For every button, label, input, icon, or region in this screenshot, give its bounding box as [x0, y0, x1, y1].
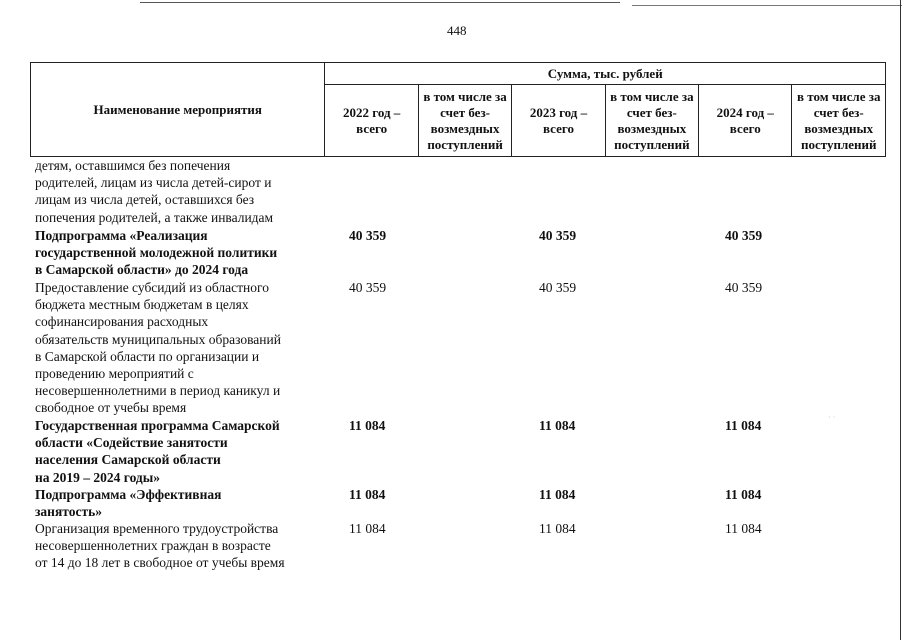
header-2022-total: 2022 год – всего	[325, 85, 418, 157]
value-2023: 11 084	[539, 418, 576, 433]
value-2024: 40 359	[725, 280, 763, 295]
row-name: Предоставление субсидий из областного бюджета местным бюджетам в целях софинансирования расходных обязательств муниципальных образований в Самарской области по организации и проведению мероприятий с несовершеннолетними в период каникул и свободное от учебы время	[35, 280, 281, 416]
value-2024: 11 084	[725, 487, 762, 502]
page-number: 448	[447, 23, 467, 38]
scan-top-line	[140, 2, 620, 3]
header-2022-grants: в том числе за счет без-возмездных поступлений	[418, 85, 511, 157]
header-sum-group: Сумма, тыс. рублей	[325, 63, 886, 85]
header-2024-grants: в том числе за счет без-возмездных поступлений	[792, 85, 886, 157]
scan-specks: · ·	[828, 413, 836, 422]
header-2024-total: 2024 год – всего	[699, 85, 792, 157]
value-2023: 11 084	[539, 521, 576, 536]
value-2024: 11 084	[725, 418, 762, 433]
value-2022: 40 359	[349, 280, 387, 295]
header-name-column: Наименование мероприятия	[31, 63, 325, 157]
value-2023: 11 084	[539, 487, 576, 502]
value-2023: 40 359	[539, 280, 577, 295]
row-name: детям, оставшимся без попечения родителей, лицам из числа детей-сирот и лицам из числа детей, оставшихся без попечения родителей, а также инвалидам	[35, 158, 274, 225]
row-name: Подпрограмма «Реализация государственной молодежной политики в Самарской области» до 2024 года	[35, 228, 278, 278]
value-2022: 40 359	[349, 228, 387, 243]
value-2023: 40 359	[539, 228, 577, 243]
value-2022: 11 084	[349, 521, 386, 536]
table-header	[30, 62, 886, 157]
row-name: Государственная программа Самарской области «Содействие занятости населения Самарской области на 2019 – 2024 годы»	[35, 418, 280, 485]
scan-right-edge	[900, 0, 901, 640]
value-2024: 40 359	[725, 228, 763, 243]
row-name: Подпрограмма «Эффективная занятость»	[35, 487, 222, 520]
scan-top-line-right	[632, 5, 902, 6]
row-name: Организация временного трудоустройства несовершеннолетних граждан в возрасте от 14 до 18 лет в свободное от учебы время	[35, 521, 285, 571]
value-2024: 11 084	[725, 521, 762, 536]
value-2022: 11 084	[349, 487, 386, 502]
header-2023-total: 2023 год – всего	[512, 85, 605, 157]
value-2022: 11 084	[349, 418, 386, 433]
header-2023-grants: в том числе за счет без-возмездных поступлений	[605, 85, 698, 157]
